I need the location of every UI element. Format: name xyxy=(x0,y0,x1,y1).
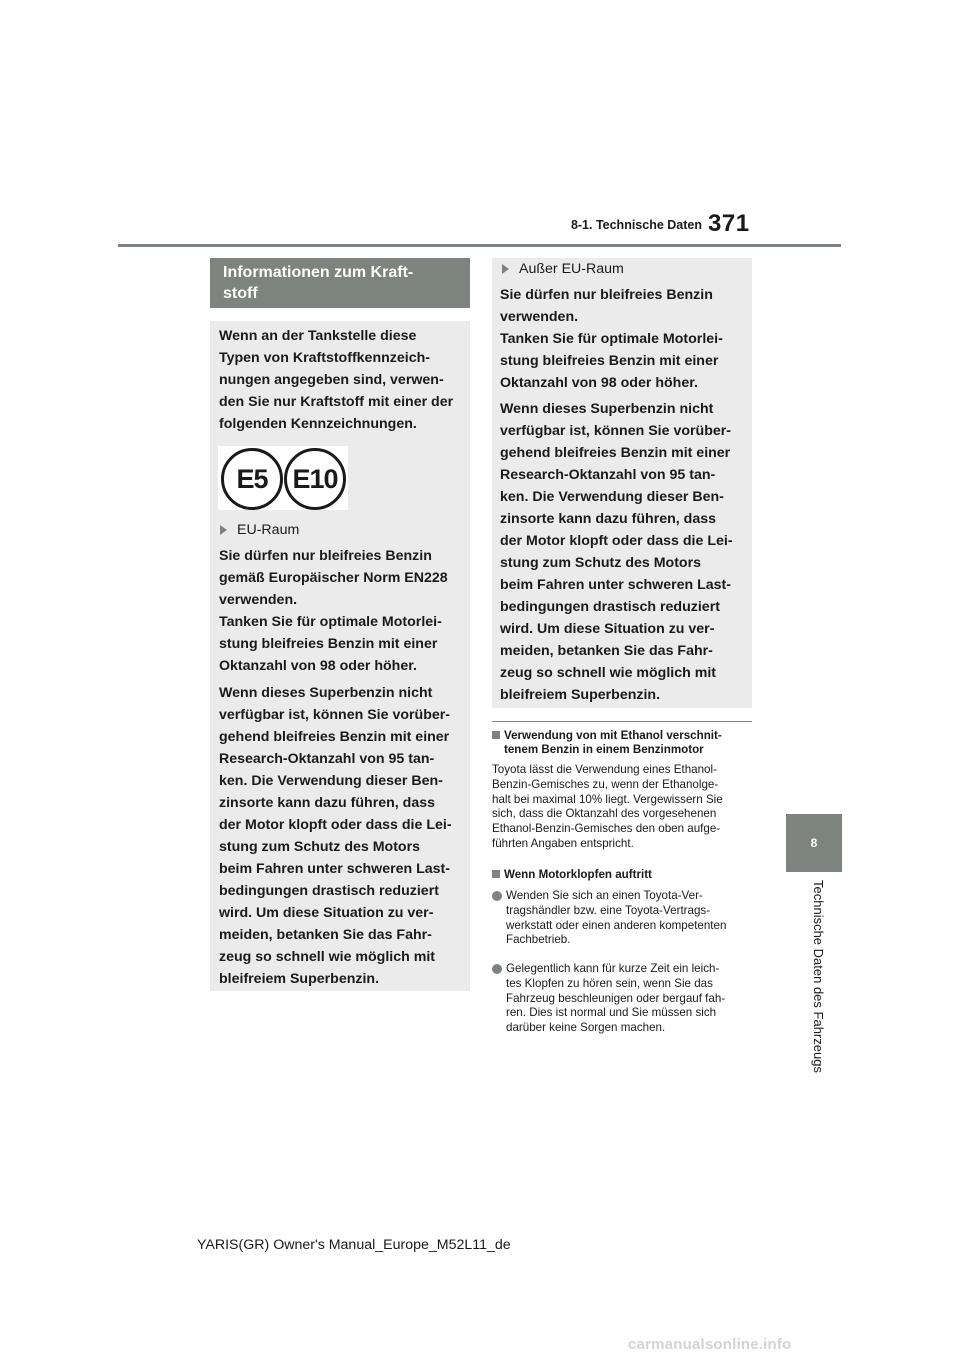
ethanol-note-text xyxy=(492,763,754,852)
triangle-icon xyxy=(502,264,509,274)
text-line: meiden, betanken Sie das Fahr- xyxy=(500,643,713,659)
text-line: Wenn dieses Superbenzin nicht xyxy=(219,685,433,701)
intro-text xyxy=(219,325,453,435)
text-line: ren. Dies ist normal und Sie müssen sich xyxy=(506,1006,717,1020)
text-line: bedingungen drastisch reduziert xyxy=(500,599,720,615)
text-line: stung bleifreies Benzin mit einer xyxy=(219,636,438,652)
footer-manual-id: YARIS(GR) Owner's Manual_Europe_M52L11_de xyxy=(197,1237,511,1253)
text-line: tes Klopfen zu hören sein, wenn Sie das xyxy=(506,976,713,990)
eu-paragraph-2 xyxy=(219,682,452,990)
text-line: halt bei maximal 10% liegt. Vergewissern Sie xyxy=(492,792,723,806)
eu-region-label: EU-Raum xyxy=(237,522,300,538)
text-line: Toyota lässt die Verwendung eines Ethanol- xyxy=(492,763,717,776)
text-line: zinsorte kann dazu führen, dass xyxy=(219,795,436,811)
text-line: stung zum Schutz des Motors xyxy=(219,839,420,855)
text-line: führten Angaben entspricht. xyxy=(492,836,634,850)
text-line: Research-Oktanzahl von 95 tan- xyxy=(500,467,716,483)
text-line: wird. Um diese Situation zu ver- xyxy=(219,905,434,921)
text-line: Benzin-Gemisches zu, wenn der Ethanolge- xyxy=(492,777,719,791)
text-line: tragshändler bzw. eine Toyota-Vertrags- xyxy=(506,903,711,917)
text-line: Typen von Kraftstoffkennzeich- xyxy=(219,350,430,366)
circle-bullet-icon xyxy=(492,964,502,974)
non-eu-region-heading xyxy=(502,261,624,277)
non-eu-paragraph-2 xyxy=(500,398,733,706)
text-line: Fachbetrieb. xyxy=(506,933,571,947)
text-line: gehend bleifreies Benzin mit einer xyxy=(500,445,731,461)
text-line: gemäß Europäischer Norm EN228 xyxy=(219,570,448,586)
text-line: Sie dürfen nur bleifreies Benzin xyxy=(500,287,713,303)
text-line: bedingungen drastisch reduziert xyxy=(219,883,439,899)
square-bullet-icon xyxy=(492,870,500,878)
fuel-label-e5: E5 xyxy=(221,448,283,510)
text-line: Wenn an der Tankstelle diese xyxy=(219,328,417,344)
ethanol-note-heading xyxy=(492,729,754,757)
notes-divider xyxy=(492,721,752,722)
eu-region-heading xyxy=(220,522,299,538)
text-line: meiden, betanken Sie das Fahr- xyxy=(219,927,432,943)
text-line: Tanken Sie für optimale Motorlei- xyxy=(500,331,723,347)
info-box-title xyxy=(210,258,470,308)
text-line: sich, dass die Oktanzahl des vorgesehenen xyxy=(492,807,717,821)
text-line: den Sie nur Kraftstoff mit einer der xyxy=(219,394,454,410)
heading-text: Wenn Motorklopfen auftritt xyxy=(504,868,652,881)
text-line: Wenden Sie sich an einen Toyota-Ver- xyxy=(506,889,703,902)
info-box-title-line: stoff xyxy=(223,285,258,302)
text-line: folgenden Kennzeichnungen. xyxy=(219,416,417,432)
text-line: ken. Die Verwendung dieser Ben- xyxy=(219,773,443,789)
knocking-bullet-1 xyxy=(492,889,754,951)
text-line: verfügbar ist, können Sie vorüber- xyxy=(500,423,731,439)
heading-line: tenem Benzin in einem Benzinmotor xyxy=(504,743,704,756)
circle-bullet-icon xyxy=(492,891,502,901)
text-line: beim Fahren unter schweren Last- xyxy=(500,577,731,593)
fuel-label-symbols xyxy=(218,446,348,510)
fuel-label-e10: E10 xyxy=(284,448,346,510)
section-title: 8-1. Technische Daten xyxy=(570,218,702,232)
chapter-side-title xyxy=(812,880,826,1100)
text-line: Gelegentlich kann für kurze Zeit ein leich- xyxy=(506,962,720,975)
knocking-note-heading xyxy=(492,868,754,882)
text-line: Oktanzahl von 98 oder höher. xyxy=(219,658,417,674)
chapter-tab xyxy=(786,814,842,872)
chapter-title-text: Technische Daten des Fahrzeugs xyxy=(811,880,826,1073)
text-line: Research-Oktanzahl von 95 tan- xyxy=(219,751,435,767)
non-eu-paragraph-1 xyxy=(500,284,723,394)
square-bullet-icon xyxy=(492,731,500,739)
info-box-title-line: Informationen zum Kraft- xyxy=(223,264,414,281)
text-line: Tanken Sie für optimale Motorlei- xyxy=(219,614,442,630)
chapter-number: 8 xyxy=(810,836,818,850)
eu-paragraph-1 xyxy=(219,545,448,677)
text-line: zeug so schnell wie möglich mit xyxy=(500,665,717,681)
text-line: bleifreiem Superbenzin. xyxy=(219,971,380,987)
header-divider xyxy=(118,244,841,247)
knocking-bullet-2 xyxy=(492,962,754,1040)
text-line: nungen angegeben sind, verwen- xyxy=(219,372,444,388)
text-line: verwenden. xyxy=(500,309,579,325)
text-line: gehend bleifreies Benzin mit einer xyxy=(219,729,450,745)
text-line: ken. Die Verwendung dieser Ben- xyxy=(500,489,724,505)
text-line: Ethanol-Benzin-Gemisches den oben aufge- xyxy=(492,822,721,836)
text-line: Sie dürfen nur bleifreies Benzin xyxy=(219,548,432,564)
text-line: verwenden. xyxy=(219,592,298,608)
non-eu-region-label: Außer EU-Raum xyxy=(519,261,624,277)
text-line: der Motor klopft oder dass die Lei- xyxy=(500,533,733,549)
text-line: zinsorte kann dazu führen, dass xyxy=(500,511,717,527)
text-line: verfügbar ist, können Sie vorüber- xyxy=(219,707,450,723)
heading-line: Verwendung von mit Ethanol verschnit- xyxy=(504,729,722,742)
text-line: der Motor klopft oder dass die Lei- xyxy=(219,817,452,833)
triangle-icon xyxy=(220,525,227,535)
watermark: carmanualsonline.info xyxy=(628,1336,792,1353)
text-line: bleifreiem Superbenzin. xyxy=(500,687,661,703)
text-line: stung zum Schutz des Motors xyxy=(500,555,701,571)
page-number: 371 xyxy=(708,210,750,237)
text-line: Wenn dieses Superbenzin nicht xyxy=(500,401,714,417)
text-line: wird. Um diese Situation zu ver- xyxy=(500,621,715,637)
text-line: zeug so schnell wie möglich mit xyxy=(219,949,436,965)
text-line: darüber keine Sorgen machen. xyxy=(506,1021,666,1035)
text-line: Oktanzahl von 98 oder höher. xyxy=(500,375,698,391)
text-line: stung bleifreies Benzin mit einer xyxy=(500,353,719,369)
text-line: Fahrzeug beschleunigen oder bergauf fah- xyxy=(506,991,726,1005)
text-line: werkstatt oder einen anderen kompetenten xyxy=(506,918,727,932)
text-line: beim Fahren unter schweren Last- xyxy=(219,861,450,877)
